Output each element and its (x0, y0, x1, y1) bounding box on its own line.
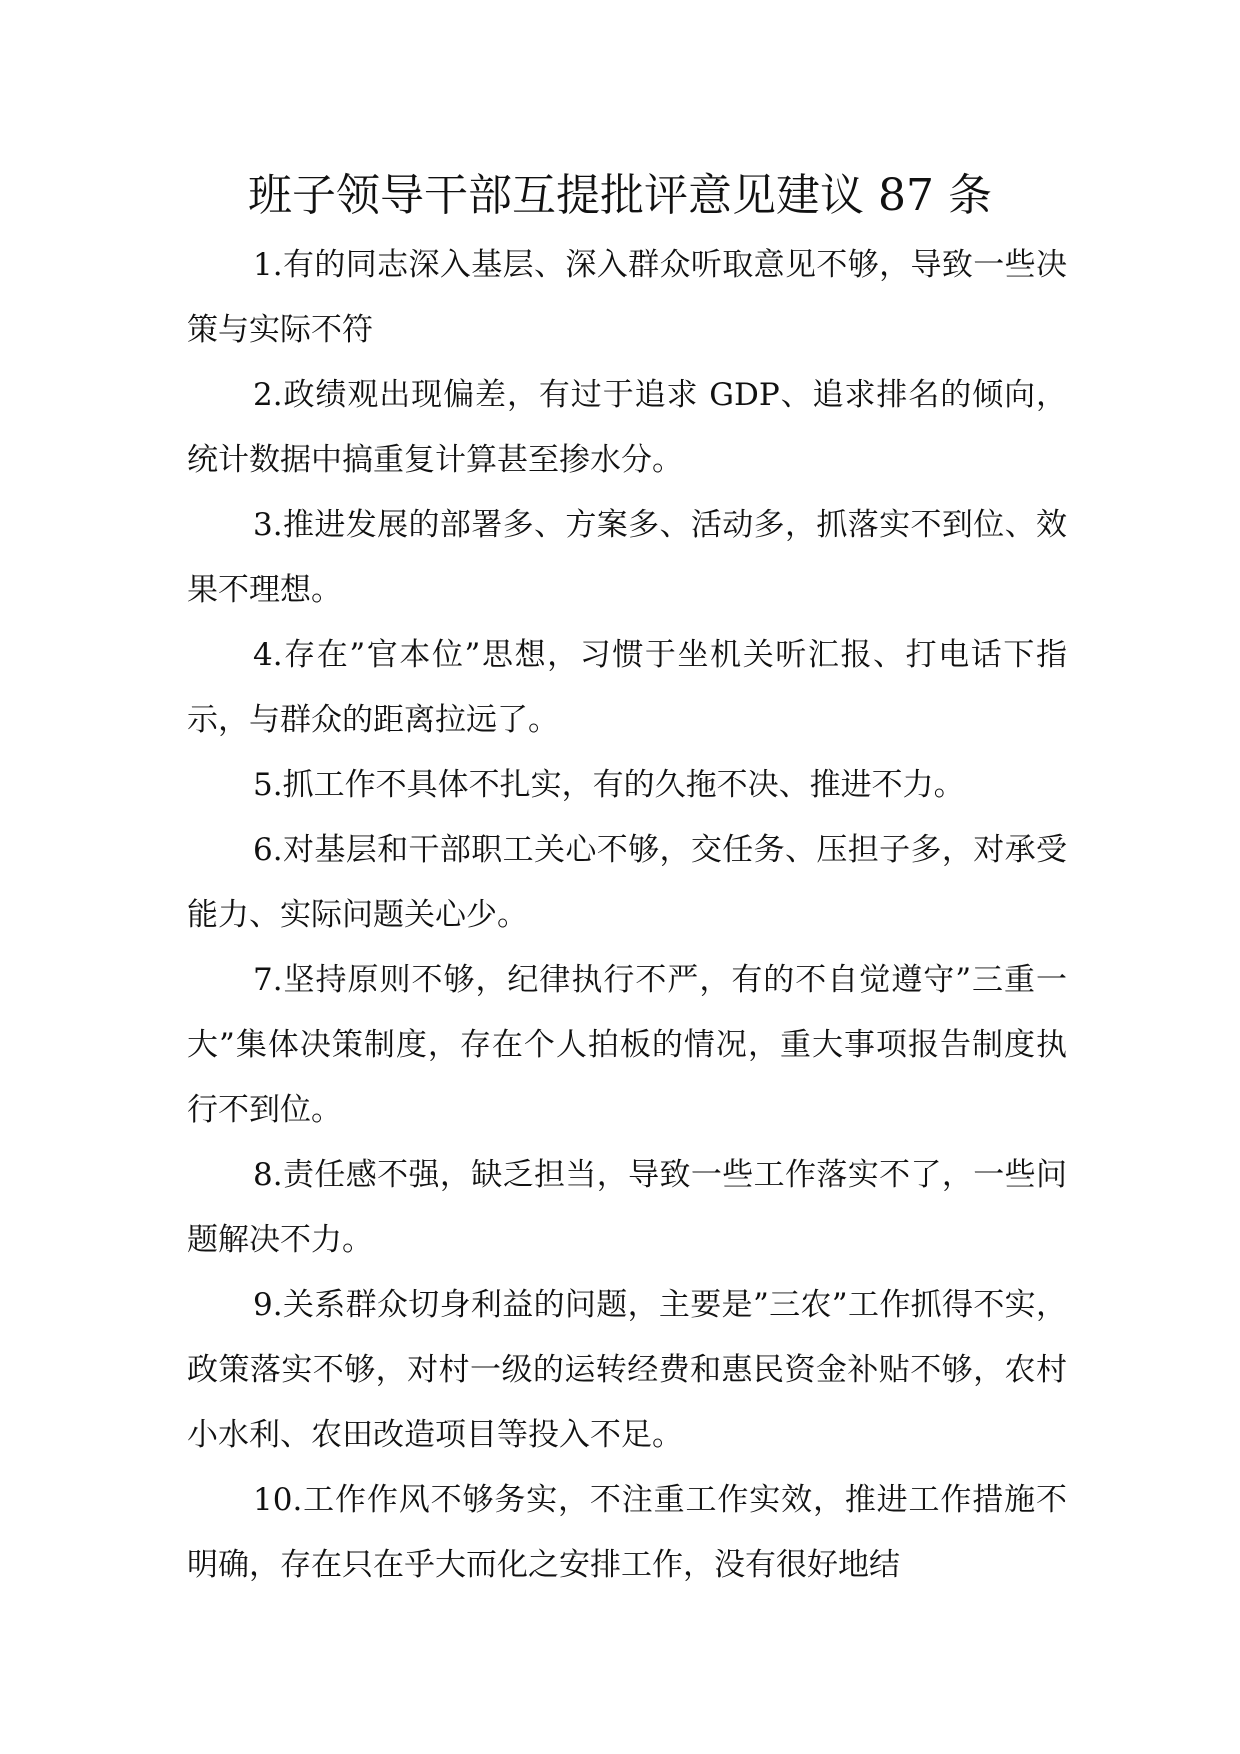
paragraph-10: 10.工作作风不够务实，不注重工作实效，推进工作措施不明确，存在只在乎大而化之安排工作，没有很好地结 (187, 1482, 1067, 1583)
paragraph-8: 8.责任感不强，缺乏担当，导致一些工作落实不了，一些问题解决不力。 (187, 1157, 1067, 1258)
paragraph-9: 9.关系群众切身利益的问题，主要是”三农”工作抓得不实，政策落实不够，对村一级的运转经费和惠民资金补贴不够，农村小水利、农田改造项目等投入不足。 (187, 1287, 1067, 1453)
document-body (187, 233, 1067, 1598)
paragraph-7: 7.坚持原则不够，纪律执行不严，有的不自觉遵守”三重一大”集体决策制度，存在个人拍板的情况，重大事项报告制度执行不到位。 (187, 962, 1067, 1128)
paragraph-2: 2.政绩观出现偏差，有过于追求 GDP、追求排名的倾向，统计数据中搞重复计算甚至掺水分。 (187, 377, 1067, 478)
paragraph-5: 5.抓工作不具体不扎实，有的久拖不决、推进不力。 (253, 767, 965, 803)
paragraph-6: 6.对基层和干部职工关心不够，交任务、压担子多，对承受能力、实际问题关心少。 (187, 832, 1067, 933)
paragraph-1: 1.有的同志深入基层、深入群众听取意见不够，导致一些决策与实际不符 (187, 247, 1067, 348)
document-title: 班子领导干部互提批评意见建议 87 条 (248, 170, 992, 221)
paragraph-4: 4.存在”官本位”思想，习惯于坐机关听汇报、打电话下指示，与群众的距离拉远了。 (187, 637, 1067, 738)
paragraph-3: 3.推进发展的部署多、方案多、活动多，抓落实不到位、效果不理想。 (187, 507, 1067, 608)
